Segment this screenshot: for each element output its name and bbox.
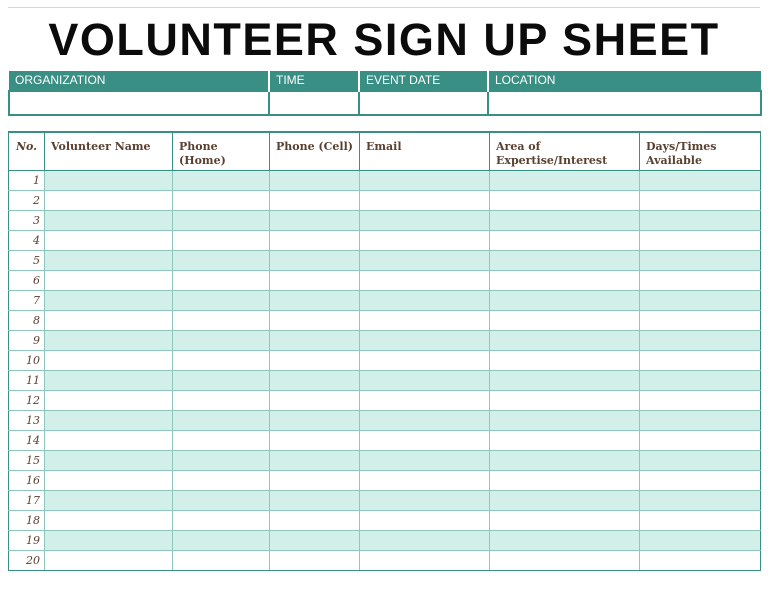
phone-cell-cell[interactable]	[270, 190, 360, 210]
availability-cell[interactable]	[640, 270, 761, 290]
phone-home-cell[interactable]	[173, 430, 270, 450]
table-row	[9, 170, 761, 190]
volunteer-table	[8, 131, 761, 571]
time-field[interactable]	[269, 91, 359, 115]
email-cell[interactable]	[360, 350, 490, 370]
expertise-cell[interactable]	[490, 270, 640, 290]
availability-cell[interactable]	[640, 290, 761, 310]
phone-cell-cell[interactable]	[270, 410, 360, 430]
phone-cell-cell[interactable]	[270, 450, 360, 470]
phone-cell-cell[interactable]	[270, 470, 360, 490]
column-header-volunteer-name: Volunteer Name	[45, 132, 173, 170]
email-cell[interactable]	[360, 390, 490, 410]
email-cell[interactable]	[360, 510, 490, 530]
expertise-cell[interactable]	[490, 230, 640, 250]
volunteer-name-cell[interactable]	[45, 450, 173, 470]
phone-cell-cell[interactable]	[270, 490, 360, 510]
table-row	[9, 250, 761, 270]
table-row	[9, 410, 761, 430]
volunteer-name-cell[interactable]	[45, 310, 173, 330]
phone-cell-cell[interactable]	[270, 530, 360, 550]
phone-cell-cell[interactable]	[270, 350, 360, 370]
email-cell[interactable]	[360, 490, 490, 510]
volunteer-name-cell[interactable]	[45, 390, 173, 410]
table-row	[9, 210, 761, 230]
phone-home-cell[interactable]	[173, 310, 270, 330]
email-cell[interactable]	[360, 290, 490, 310]
row-number: 20	[9, 550, 45, 570]
expertise-cell[interactable]	[490, 450, 640, 470]
row-number: 6	[9, 270, 45, 290]
availability-cell[interactable]	[640, 250, 761, 270]
row-number: 1	[9, 170, 45, 190]
expertise-cell[interactable]	[490, 190, 640, 210]
table-row	[9, 530, 761, 550]
column-header-email: Email	[360, 132, 490, 170]
availability-cell[interactable]	[640, 510, 761, 530]
email-cell[interactable]	[360, 250, 490, 270]
phone-home-cell[interactable]	[173, 390, 270, 410]
row-number: 4	[9, 230, 45, 250]
expertise-cell[interactable]	[490, 170, 640, 190]
availability-cell[interactable]	[640, 230, 761, 250]
location-field[interactable]	[488, 91, 761, 115]
row-number: 9	[9, 330, 45, 350]
availability-cell[interactable]	[640, 470, 761, 490]
phone-cell-cell[interactable]	[270, 510, 360, 530]
organization-header: ORGANIZATION	[9, 71, 269, 91]
volunteer-name-cell[interactable]	[45, 470, 173, 490]
phone-home-cell[interactable]	[173, 330, 270, 350]
phone-home-cell[interactable]	[173, 290, 270, 310]
row-number: 11	[9, 370, 45, 390]
column-header-days-times: Days/Times Available	[640, 132, 761, 170]
row-number: 7	[9, 290, 45, 310]
row-number: 8	[9, 310, 45, 330]
phone-home-cell[interactable]	[173, 510, 270, 530]
email-cell[interactable]	[360, 430, 490, 450]
volunteer-name-cell[interactable]	[45, 430, 173, 450]
table-row	[9, 550, 761, 570]
expertise-cell[interactable]	[490, 550, 640, 570]
email-cell[interactable]	[360, 230, 490, 250]
expertise-cell[interactable]	[490, 290, 640, 310]
availability-cell[interactable]	[640, 410, 761, 430]
row-number: 3	[9, 210, 45, 230]
phone-cell-cell[interactable]	[270, 370, 360, 390]
table-body	[9, 170, 761, 570]
table-row	[9, 350, 761, 370]
expertise-cell[interactable]	[490, 350, 640, 370]
availability-cell[interactable]	[640, 450, 761, 470]
expertise-cell[interactable]	[490, 330, 640, 350]
row-number: 12	[9, 390, 45, 410]
volunteer-name-cell[interactable]	[45, 510, 173, 530]
availability-cell[interactable]	[640, 430, 761, 450]
expertise-cell[interactable]	[490, 390, 640, 410]
volunteer-name-cell[interactable]	[45, 170, 173, 190]
table-row	[9, 230, 761, 250]
email-cell[interactable]	[360, 530, 490, 550]
phone-cell-cell[interactable]	[270, 330, 360, 350]
phone-cell-cell[interactable]	[270, 270, 360, 290]
event-date-header: EVENT DATE	[359, 71, 488, 91]
phone-home-cell[interactable]	[173, 550, 270, 570]
phone-home-cell[interactable]	[173, 210, 270, 230]
table-row	[9, 330, 761, 350]
volunteer-name-cell[interactable]	[45, 230, 173, 250]
row-number: 10	[9, 350, 45, 370]
phone-cell-cell[interactable]	[270, 390, 360, 410]
column-header-phone-home: Phone (Home)	[173, 132, 270, 170]
table-row	[9, 310, 761, 330]
expertise-cell[interactable]	[490, 530, 640, 550]
phone-home-cell[interactable]	[173, 530, 270, 550]
column-header-no: No.	[9, 132, 45, 170]
volunteer-name-cell[interactable]	[45, 270, 173, 290]
row-number: 13	[9, 410, 45, 430]
email-cell[interactable]	[360, 270, 490, 290]
phone-cell-cell[interactable]	[270, 230, 360, 250]
availability-cell[interactable]	[640, 490, 761, 510]
phone-home-cell[interactable]	[173, 170, 270, 190]
phone-cell-cell[interactable]	[270, 310, 360, 330]
phone-home-cell[interactable]	[173, 450, 270, 470]
row-number: 16	[9, 470, 45, 490]
phone-home-cell[interactable]	[173, 190, 270, 210]
expertise-cell[interactable]	[490, 490, 640, 510]
column-header-phone-cell: Phone (Cell)	[270, 132, 360, 170]
availability-cell[interactable]	[640, 550, 761, 570]
volunteer-name-cell[interactable]	[45, 330, 173, 350]
table-header-row	[9, 132, 761, 170]
expertise-cell[interactable]	[490, 510, 640, 530]
email-cell[interactable]	[360, 470, 490, 490]
volunteer-name-cell[interactable]	[45, 250, 173, 270]
availability-cell[interactable]	[640, 370, 761, 390]
phone-home-cell[interactable]	[173, 230, 270, 250]
phone-home-cell[interactable]	[173, 250, 270, 270]
row-number: 17	[9, 490, 45, 510]
row-number: 18	[9, 510, 45, 530]
row-number: 5	[9, 250, 45, 270]
row-number: 14	[9, 430, 45, 450]
volunteer-name-cell[interactable]	[45, 190, 173, 210]
table-row	[9, 390, 761, 410]
availability-cell[interactable]	[640, 210, 761, 230]
expertise-cell[interactable]	[490, 470, 640, 490]
email-cell[interactable]	[360, 170, 490, 190]
phone-home-cell[interactable]	[173, 350, 270, 370]
table-row	[9, 510, 761, 530]
phone-cell-cell[interactable]	[270, 550, 360, 570]
availability-cell[interactable]	[640, 350, 761, 370]
phone-cell-cell[interactable]	[270, 210, 360, 230]
email-cell[interactable]	[360, 370, 490, 390]
phone-home-cell[interactable]	[173, 370, 270, 390]
availability-cell[interactable]	[640, 310, 761, 330]
table-row	[9, 190, 761, 210]
availability-cell[interactable]	[640, 330, 761, 350]
page-title: VOLUNTEER SIGN UP SHEET	[48, 14, 720, 65]
row-number: 15	[9, 450, 45, 470]
availability-cell[interactable]	[640, 190, 761, 210]
phone-home-cell[interactable]	[173, 410, 270, 430]
email-cell[interactable]	[360, 330, 490, 350]
phone-home-cell[interactable]	[173, 490, 270, 510]
expertise-cell[interactable]	[490, 430, 640, 450]
availability-cell[interactable]	[640, 390, 761, 410]
availability-cell[interactable]	[640, 170, 761, 190]
volunteer-name-cell[interactable]	[45, 550, 173, 570]
table-row	[9, 290, 761, 310]
column-header-area-of-expertise: Area of Expertise/Interest	[490, 132, 640, 170]
event-date-field[interactable]	[359, 91, 488, 115]
email-cell[interactable]	[360, 210, 490, 230]
volunteer-name-cell[interactable]	[45, 530, 173, 550]
expertise-cell[interactable]	[490, 250, 640, 270]
email-cell[interactable]	[360, 450, 490, 470]
table-row	[9, 490, 761, 510]
phone-home-cell[interactable]	[173, 270, 270, 290]
email-cell[interactable]	[360, 310, 490, 330]
phone-cell-cell[interactable]	[270, 430, 360, 450]
table-row	[9, 450, 761, 470]
volunteer-name-cell[interactable]	[45, 210, 173, 230]
row-number: 2	[9, 190, 45, 210]
volunteer-name-cell[interactable]	[45, 370, 173, 390]
volunteer-name-cell[interactable]	[45, 490, 173, 510]
volunteer-name-cell[interactable]	[45, 290, 173, 310]
table-row	[9, 470, 761, 490]
phone-cell-cell[interactable]	[270, 290, 360, 310]
table-row	[9, 370, 761, 390]
phone-cell-cell[interactable]	[270, 170, 360, 190]
table-row	[9, 270, 761, 290]
email-cell[interactable]	[360, 550, 490, 570]
event-info-table	[8, 71, 762, 116]
email-cell[interactable]	[360, 410, 490, 430]
time-header: TIME	[269, 71, 359, 91]
expertise-cell[interactable]	[490, 410, 640, 430]
table-row	[9, 430, 761, 450]
email-cell[interactable]	[360, 190, 490, 210]
phone-cell-cell[interactable]	[270, 250, 360, 270]
volunteer-name-cell[interactable]	[45, 410, 173, 430]
top-rule	[8, 7, 760, 8]
expertise-cell[interactable]	[490, 310, 640, 330]
expertise-cell[interactable]	[490, 210, 640, 230]
organization-field[interactable]	[9, 91, 269, 115]
location-header: LOCATION	[488, 71, 761, 91]
phone-home-cell[interactable]	[173, 470, 270, 490]
volunteer-name-cell[interactable]	[45, 350, 173, 370]
row-number: 19	[9, 530, 45, 550]
availability-cell[interactable]	[640, 530, 761, 550]
expertise-cell[interactable]	[490, 370, 640, 390]
